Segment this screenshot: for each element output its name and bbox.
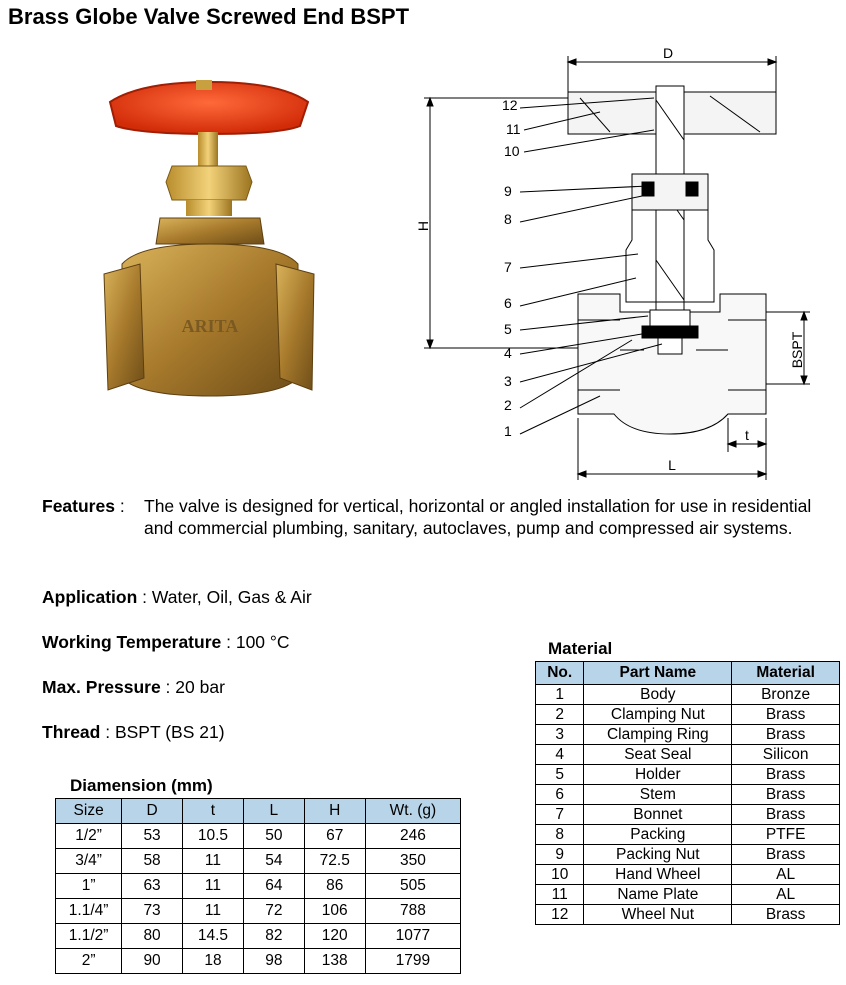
table-row — [56, 924, 461, 949]
table-cell: AL — [732, 885, 840, 905]
application-spec: Application : Water, Oil, Gas & Air — [42, 587, 312, 607]
table-row — [56, 899, 461, 924]
table-cell: Brass — [732, 725, 840, 745]
table-row — [536, 865, 840, 885]
table-cell: AL — [732, 865, 840, 885]
max-pressure-value: 20 bar — [175, 677, 225, 697]
table-cell: Hand Wheel — [584, 865, 732, 885]
table-row — [56, 824, 461, 849]
column-header: Part Name — [584, 662, 732, 685]
table-cell: 106 — [304, 899, 365, 924]
table-cell: Clamping Ring — [584, 725, 732, 745]
table-cell: Brass — [732, 765, 840, 785]
table-cell: Brass — [732, 845, 840, 865]
table-cell: 1.1/4” — [56, 899, 122, 924]
table-cell: Body — [584, 685, 732, 705]
column-header: H — [304, 799, 365, 824]
callout-6: 6 — [504, 295, 512, 311]
valve-photo — [100, 78, 320, 398]
callout-4: 4 — [504, 345, 512, 361]
table-cell: 11 — [182, 849, 243, 874]
table-cell: 11 — [182, 874, 243, 899]
table-cell: 6 — [536, 785, 584, 805]
table-cell: 82 — [244, 924, 305, 949]
table-cell: 50 — [244, 824, 305, 849]
max-pressure-label: Max. Pressure — [42, 677, 161, 697]
table-cell: 788 — [365, 899, 460, 924]
callout-11: 11 — [506, 121, 521, 137]
table-cell: 246 — [365, 824, 460, 849]
table-cell: 98 — [244, 949, 305, 974]
page-title: Brass Globe Valve Screwed End BSPT — [8, 4, 410, 29]
application-value: Water, Oil, Gas & Air — [151, 587, 312, 607]
table-cell: 1.1/2” — [56, 924, 122, 949]
table-row — [536, 745, 840, 765]
table-cell: 505 — [365, 874, 460, 899]
table-cell: 18 — [182, 949, 243, 974]
table-cell: Holder — [584, 765, 732, 785]
section-drawing — [410, 40, 830, 480]
table-cell: 2” — [56, 949, 122, 974]
table-cell: 86 — [304, 874, 365, 899]
table-cell: Brass — [732, 905, 840, 925]
column-header: D — [122, 799, 183, 824]
working-temperature-value: 100 °C — [235, 632, 290, 652]
table-cell: 4 — [536, 745, 584, 765]
features-label: Features — [42, 496, 115, 516]
table-row — [536, 785, 840, 805]
table-cell: Clamping Nut — [584, 705, 732, 725]
table-cell: 64 — [244, 874, 305, 899]
callout-3: 3 — [504, 373, 512, 389]
callout-5: 5 — [504, 321, 512, 337]
table-row — [56, 849, 461, 874]
table-cell: PTFE — [732, 825, 840, 845]
column-header: Material — [732, 662, 840, 685]
material-table-caption: Material — [548, 639, 613, 658]
table-cell: 73 — [122, 899, 183, 924]
table-row — [536, 885, 840, 905]
table-cell: 1 — [536, 685, 584, 705]
table-cell: 53 — [122, 824, 183, 849]
table-row — [536, 705, 840, 725]
table-cell: 10.5 — [182, 824, 243, 849]
table-cell: 72.5 — [304, 849, 365, 874]
table-row — [536, 725, 840, 745]
dimension-table — [55, 798, 461, 974]
table-cell: Name Plate — [584, 885, 732, 905]
table-cell: Packing Nut — [584, 845, 732, 865]
table-cell: 80 — [122, 924, 183, 949]
application-label: Application — [42, 587, 138, 607]
dim-label-t: t — [745, 427, 749, 443]
table-cell: Packing — [584, 825, 732, 845]
material-table — [535, 661, 840, 925]
table-cell: 2 — [536, 705, 584, 725]
table-cell: Wheel Nut — [584, 905, 732, 925]
table-cell: 3 — [536, 725, 584, 745]
column-header: t — [182, 799, 243, 824]
table-cell: 63 — [122, 874, 183, 899]
table-row — [536, 765, 840, 785]
features-sep: : — [114, 496, 125, 516]
table-row — [536, 825, 840, 845]
callout-10: 10 — [504, 143, 520, 159]
table-cell: Seat Seal — [584, 745, 732, 765]
dim-label-l: L — [668, 457, 676, 473]
dim-label-h: H — [415, 220, 431, 232]
column-header: Size — [56, 799, 122, 824]
table-cell: Silicon — [732, 745, 840, 765]
table-cell: 11 — [182, 899, 243, 924]
callout-7: 7 — [504, 259, 512, 275]
features-spec — [42, 495, 822, 539]
table-cell: 1799 — [365, 949, 460, 974]
working-temperature-spec: Working Temperature : 100 °C — [42, 632, 290, 652]
callout-2: 2 — [504, 397, 512, 413]
table-cell: 5 — [536, 765, 584, 785]
table-cell: 1” — [56, 874, 122, 899]
table-cell: 67 — [304, 824, 365, 849]
table-cell: 120 — [304, 924, 365, 949]
table-cell: 11 — [536, 885, 584, 905]
table-cell: 3/4” — [56, 849, 122, 874]
column-header: L — [244, 799, 305, 824]
table-cell: 10 — [536, 865, 584, 885]
dim-label-d: D — [662, 45, 674, 61]
dim-label-bspt: BSPT — [789, 331, 805, 369]
callout-12: 12 — [502, 97, 518, 113]
features-text: The valve is designed for vertical, horizontal or angled installation for use in residential and commercial plumbing, sanitary, autoclaves, pump and compressed air systems. — [144, 496, 812, 538]
table-row — [56, 949, 461, 974]
table-row — [56, 874, 461, 899]
table-row — [536, 905, 840, 925]
max-pressure-spec: Max. Pressure : 20 bar — [42, 677, 225, 697]
table-row — [536, 685, 840, 705]
table-cell: 90 — [122, 949, 183, 974]
callout-9: 9 — [504, 183, 512, 199]
table-cell: Brass — [732, 785, 840, 805]
table-cell: 9 — [536, 845, 584, 865]
dimension-table-caption: Diamension (mm) — [70, 776, 213, 795]
thread-label: Thread — [42, 722, 101, 742]
table-cell: Brass — [732, 805, 840, 825]
table-cell: 350 — [365, 849, 460, 874]
working-temperature-label: Working Temperature — [42, 632, 222, 652]
table-cell: 7 — [536, 805, 584, 825]
thread-spec: Thread : BSPT (BS 21) — [42, 722, 225, 742]
table-cell: Stem — [584, 785, 732, 805]
table-cell: 138 — [304, 949, 365, 974]
table-cell: Bronze — [732, 685, 840, 705]
table-cell: 14.5 — [182, 924, 243, 949]
callout-1: 1 — [504, 423, 512, 439]
thread-value: BSPT (BS 21) — [114, 722, 225, 742]
table-cell: 58 — [122, 849, 183, 874]
table-row — [536, 845, 840, 865]
table-cell: 72 — [244, 899, 305, 924]
table-cell: Brass — [732, 705, 840, 725]
table-cell: 1077 — [365, 924, 460, 949]
table-cell: 54 — [244, 849, 305, 874]
body-marking: ARITA — [181, 316, 239, 336]
table-cell: Bonnet — [584, 805, 732, 825]
column-header: Wt. (g) — [365, 799, 460, 824]
table-cell: 1/2” — [56, 824, 122, 849]
column-header: No. — [536, 662, 584, 685]
table-row — [536, 805, 840, 825]
table-cell: 8 — [536, 825, 584, 845]
table-cell: 12 — [536, 905, 584, 925]
callout-8: 8 — [504, 211, 512, 227]
